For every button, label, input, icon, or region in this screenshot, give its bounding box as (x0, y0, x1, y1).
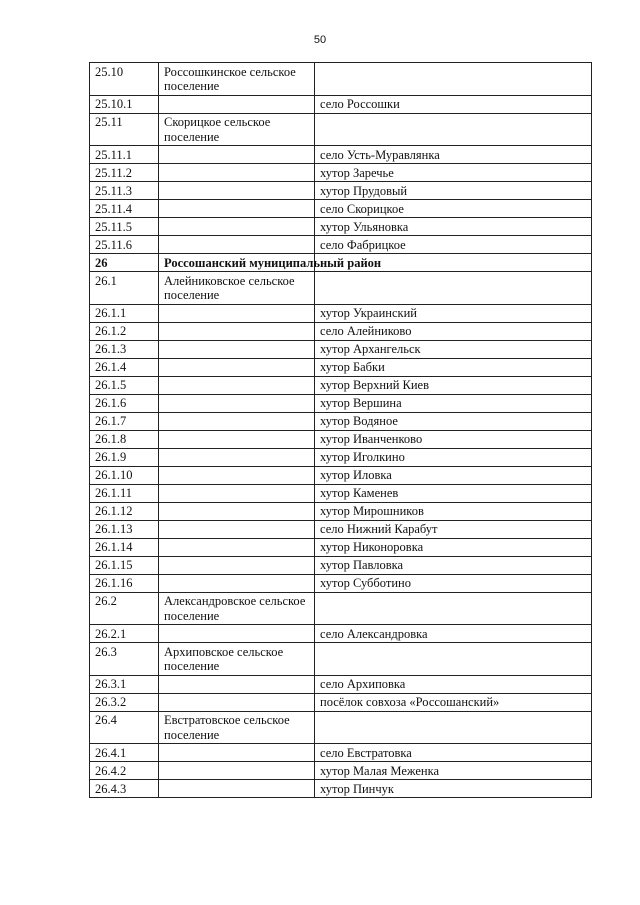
table-row (90, 200, 592, 218)
municipality-cell (159, 200, 315, 218)
table-row (90, 272, 592, 305)
code-cell: 26.1.8 (90, 430, 159, 448)
locality-cell: хутор Бабки (315, 358, 592, 376)
locality-cell: хутор Каменев (315, 484, 592, 502)
table-row (90, 218, 592, 236)
locality-cell (315, 272, 592, 305)
table-row (90, 394, 592, 412)
locality-cell: хутор Субботино (315, 574, 592, 592)
table-row (90, 412, 592, 430)
code-cell: 25.11.2 (90, 164, 159, 182)
municipality-cell (159, 780, 315, 798)
code-cell: 26.1.2 (90, 322, 159, 340)
locality-cell: село Александровка (315, 625, 592, 643)
page-number: 50 (313, 34, 327, 46)
code-cell: 26.1.13 (90, 520, 159, 538)
table-row (90, 574, 592, 592)
locality-cell: село Нижний Карабут (315, 520, 592, 538)
locality-cell: хутор Иловка (315, 466, 592, 484)
table-row (90, 322, 592, 340)
municipality-cell (159, 430, 315, 448)
locality-cell: хутор Прудовый (315, 182, 592, 200)
table-row (90, 762, 592, 780)
table-row (90, 430, 592, 448)
municipality-cell (159, 412, 315, 430)
code-cell: 26.4.3 (90, 780, 159, 798)
settlements-table (89, 62, 592, 798)
municipality-cell (159, 538, 315, 556)
municipality-cell (159, 236, 315, 254)
locality-cell: хутор Ульяновка (315, 218, 592, 236)
table-row (90, 236, 592, 254)
locality-cell: хутор Заречье (315, 164, 592, 182)
municipality-cell (159, 574, 315, 592)
locality-cell: хутор Мирошников (315, 502, 592, 520)
municipality-cell (159, 520, 315, 538)
table-row (90, 675, 592, 693)
locality-cell: хутор Украинский (315, 304, 592, 322)
municipality-cell (159, 693, 315, 711)
municipality-cell (159, 164, 315, 182)
code-cell: 26.4.1 (90, 744, 159, 762)
table-row (90, 711, 592, 744)
code-cell: 25.11.5 (90, 218, 159, 236)
locality-cell: село Усть-Муравлянка (315, 146, 592, 164)
locality-cell (315, 643, 592, 676)
table-row (90, 520, 592, 538)
table-row (90, 358, 592, 376)
code-cell: 26.1.1 (90, 304, 159, 322)
table-row (90, 146, 592, 164)
municipality-cell (159, 448, 315, 466)
code-cell: 26.1.4 (90, 358, 159, 376)
locality-cell: посёлок совхоза «Россошанский» (315, 693, 592, 711)
municipality-cell (159, 484, 315, 502)
locality-cell: хутор Иванченково (315, 430, 592, 448)
municipality-cell (159, 625, 315, 643)
code-cell: 26.2 (90, 592, 159, 625)
code-cell: 26.1.16 (90, 574, 159, 592)
table-row (90, 592, 592, 625)
table-row (90, 538, 592, 556)
code-cell: 25.11.4 (90, 200, 159, 218)
code-cell: 26.4.2 (90, 762, 159, 780)
table-row (90, 376, 592, 394)
code-cell: 26.4 (90, 711, 159, 744)
table-row (90, 502, 592, 520)
table-row (90, 164, 592, 182)
municipality-cell (159, 376, 315, 394)
code-cell: 26.1.15 (90, 556, 159, 574)
table-row (90, 484, 592, 502)
locality-cell: хутор Верхний Киев (315, 376, 592, 394)
table-row (90, 466, 592, 484)
locality-cell: хутор Никоноровка (315, 538, 592, 556)
locality-cell: хутор Иголкино (315, 448, 592, 466)
municipality-cell: Алейниковское сельское поселение (159, 272, 315, 305)
municipality-cell: Скорицкое сельское поселение (159, 113, 315, 146)
table-row (90, 63, 592, 96)
code-cell: 26.1.14 (90, 538, 159, 556)
code-cell: 26.3 (90, 643, 159, 676)
locality-cell: хутор Пинчук (315, 780, 592, 798)
municipality-cell: Россошкинское сельское поселение (159, 63, 315, 96)
municipality-cell (159, 744, 315, 762)
municipality-cell (159, 340, 315, 358)
locality-cell: село Россошки (315, 95, 592, 113)
table-row (90, 780, 592, 798)
code-cell: 25.11.6 (90, 236, 159, 254)
code-cell: 26.1.9 (90, 448, 159, 466)
table-row (90, 182, 592, 200)
locality-cell: село Скорицкое (315, 200, 592, 218)
locality-cell: хутор Вершина (315, 394, 592, 412)
code-cell: 25.11 (90, 113, 159, 146)
table-row (90, 340, 592, 358)
locality-cell: хутор Архангельск (315, 340, 592, 358)
table-row (90, 643, 592, 676)
table-row (90, 95, 592, 113)
table-row (90, 304, 592, 322)
locality-cell (315, 592, 592, 625)
code-cell: 26.1.5 (90, 376, 159, 394)
locality-cell (315, 113, 592, 146)
code-cell: 26 (90, 254, 159, 272)
municipality-cell (159, 556, 315, 574)
settlements-table-body (90, 63, 592, 798)
municipality-cell (159, 762, 315, 780)
locality-cell: хутор Малая Меженка (315, 762, 592, 780)
municipality-cell (159, 218, 315, 236)
municipality-cell (159, 146, 315, 164)
locality-cell: село Евстратовка (315, 744, 592, 762)
code-cell: 25.10.1 (90, 95, 159, 113)
code-cell: 25.11.3 (90, 182, 159, 200)
table-row (90, 744, 592, 762)
locality-cell: хутор Водяное (315, 412, 592, 430)
table-row (90, 625, 592, 643)
locality-cell: село Фабрицкое (315, 236, 592, 254)
municipality-cell (159, 95, 315, 113)
code-cell: 26.1 (90, 272, 159, 305)
municipality-cell (159, 502, 315, 520)
code-cell: 26.2.1 (90, 625, 159, 643)
code-cell: 25.10 (90, 63, 159, 96)
code-cell: 26.1.12 (90, 502, 159, 520)
municipality-cell: Евстратовское сельское поселение (159, 711, 315, 744)
table-row (90, 113, 592, 146)
code-cell: 26.1.6 (90, 394, 159, 412)
municipality-cell: Александровское сельское поселение (159, 592, 315, 625)
municipality-cell (159, 358, 315, 376)
municipality-cell: Россошанский муниципальный район (159, 254, 315, 272)
municipality-cell (159, 466, 315, 484)
municipality-cell (159, 182, 315, 200)
table-row (90, 254, 592, 272)
code-cell: 26.1.11 (90, 484, 159, 502)
table-row (90, 556, 592, 574)
municipality-cell (159, 394, 315, 412)
municipality-cell: Архиповское сельское поселение (159, 643, 315, 676)
municipality-cell (159, 322, 315, 340)
locality-cell: село Архиповка (315, 675, 592, 693)
municipality-cell (159, 304, 315, 322)
municipality-cell (159, 675, 315, 693)
code-cell: 26.1.3 (90, 340, 159, 358)
table-row (90, 693, 592, 711)
locality-cell: хутор Павловка (315, 556, 592, 574)
locality-cell (315, 63, 592, 96)
code-cell: 26.1.7 (90, 412, 159, 430)
code-cell: 26.3.2 (90, 693, 159, 711)
table-row (90, 448, 592, 466)
locality-cell (315, 711, 592, 744)
code-cell: 26.1.10 (90, 466, 159, 484)
code-cell: 26.3.1 (90, 675, 159, 693)
locality-cell: село Алейниково (315, 322, 592, 340)
code-cell: 25.11.1 (90, 146, 159, 164)
